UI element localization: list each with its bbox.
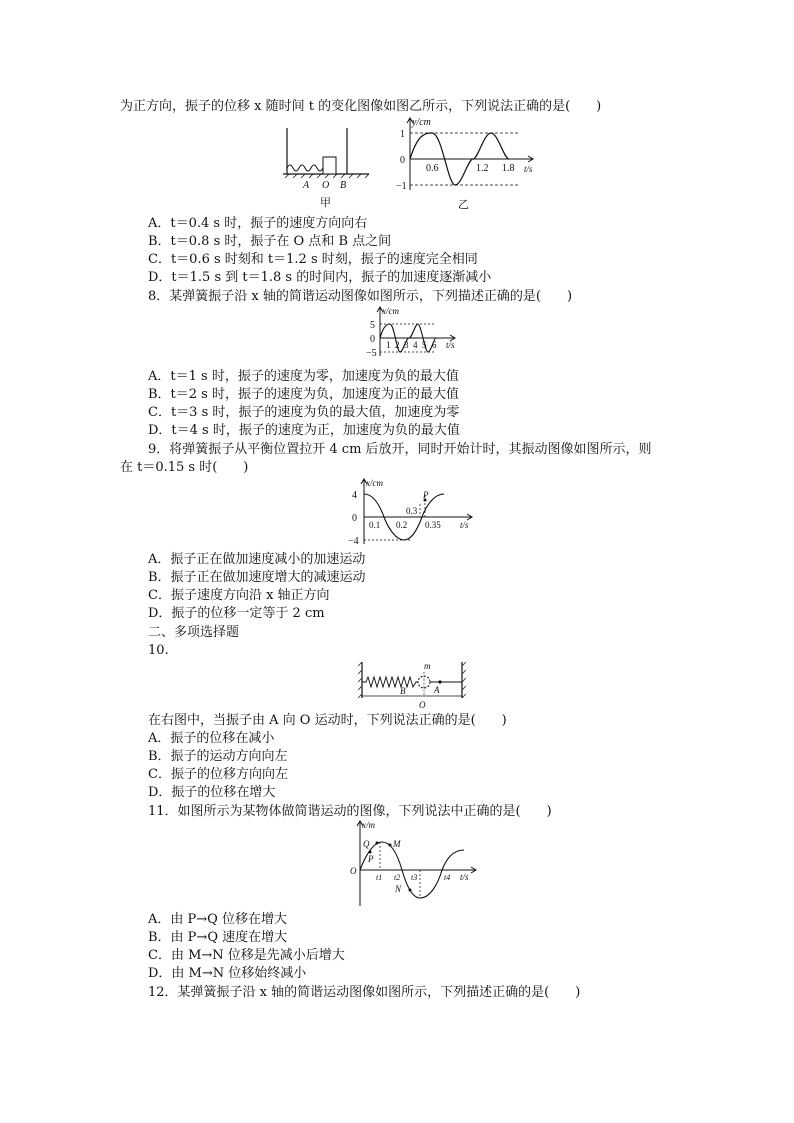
q9-ylabel: x/cm [366, 478, 383, 488]
q10-option-a: A．振子的位移在减小 [148, 731, 275, 746]
q9-stem-line1: 9．将弹簧振子从平衡位置拉开 4 cm 后放开，同时开始计时，其振动图像如图所示，则 [148, 442, 652, 457]
q9-option-d: D．振子的位移一定等于 2 cm [148, 606, 325, 621]
q7-option-a: A．t＝0.4 s 时，振子的速度方向向右 [148, 216, 368, 231]
q8-figure [366, 306, 466, 362]
q9-option-a: A．振子正在做加速度减小的加速运动 [148, 552, 366, 567]
q8-xtick-5: 5 [422, 340, 427, 350]
yi-xtick-18: 1.8 [502, 163, 515, 174]
q11-option-c: C．由 M→N 位移是先减小后增大 [148, 948, 345, 963]
q11-ylabel: x/m [362, 820, 375, 830]
q7-stem: 为正方向，振子的位移 x 随时间 t 的变化图像如图乙所示，下列说法正确的是( ) [120, 99, 602, 114]
q8-xtick-6: 6 [432, 340, 437, 350]
yi-xtick-06: 0.6 [426, 163, 439, 174]
q11-option-a: A．由 P→Q 位移在增大 [148, 912, 287, 927]
q9-xlabel: t/s [460, 520, 469, 530]
q8-xtick-4: 4 [413, 340, 418, 350]
q11-xtick-t1: t1 [376, 873, 383, 882]
fig-label-a: A [303, 180, 310, 191]
q11-xlabel: t/s [460, 872, 469, 882]
q9-ytick-0: 0 [352, 513, 357, 524]
yi-ytick-0: 0 [400, 155, 405, 166]
q8-option-d: D．t＝4 s 时，振子的速度为正，加速度为负的最大值 [148, 423, 460, 438]
q10-label-o: O [419, 700, 426, 710]
q9-xtick-02: 0.2 [396, 520, 408, 530]
q8-option-b: B．t＝2 s 时，振子的速度为负，加速度为正的最大值 [148, 387, 459, 402]
q7-option-b: B．t＝0.8 s 时，振子在 O 点和 B 点之间 [148, 234, 392, 249]
q11-origin: O [350, 866, 357, 876]
q11-stem: 11．如图所示为某物体做简谐运动的图像，下列说法中正确的是( ) [148, 804, 552, 819]
q8-ylabel: x/cm [382, 306, 399, 316]
q11-point-p: P [368, 854, 374, 864]
q8-stem: 8．某弹簧振子沿 x 轴的简谐运动图像如图所示，下列描述正确的是( ) [148, 289, 573, 304]
yi-ytick-neg1: −1 [396, 181, 407, 192]
q11-point-q: Q [363, 839, 370, 849]
yi-xtick-12: 1.2 [476, 163, 489, 174]
q11-figure [346, 820, 486, 910]
fig-caption-yi: 乙 [458, 199, 469, 211]
section-heading: 二、多项选择题 [148, 625, 240, 640]
q10-label-a: A [434, 685, 440, 695]
q10-figure [358, 660, 478, 710]
q7-option-d: D．t＝1.5 s 到 t＝1.8 s 的时间内，振子的加速度逐渐减小 [148, 270, 492, 285]
q7-option-c: C．t＝0.6 s 时刻和 t＝1.2 s 时刻，振子的速度完全相同 [148, 252, 478, 267]
q10-label-b: B [400, 686, 406, 696]
q12-stem: 12．某弹簧振子沿 x 轴的简谐运动图像如图所示，下列描述正确的是( ) [148, 985, 581, 1000]
q10-stem: 在右图中，当振子由 A 向 O 运动时，下列说法正确的是( ) [148, 713, 507, 728]
fig-label-b: B [340, 180, 347, 191]
q8-xtick-1: 1 [386, 340, 391, 350]
q9-xtick-03: 0.3 [406, 506, 418, 516]
fig-label-o: O [322, 180, 330, 191]
q9-ytick-4: 4 [352, 490, 357, 501]
q10-option-d: D．振子的位移在增大 [148, 785, 276, 800]
q10-option-c: C．振子的位移方向向左 [148, 767, 288, 782]
q7-figure-yi [396, 118, 546, 213]
q9-option-c: C．振子速度方向沿 x 轴正方向 [148, 588, 330, 603]
q9-xtick-01: 0.1 [369, 520, 381, 530]
q8-option-c: C．t＝3 s 时，振子的速度为负的最大值，加速度为零 [148, 405, 460, 420]
q8-ytick-0: 0 [370, 334, 375, 345]
q10-number: 10. [148, 643, 169, 658]
q11-option-d: D．由 M→N 位移始终减小 [148, 966, 307, 981]
q10-label-m: m [424, 661, 431, 671]
q9-stem-line2: 在 t＝0.15 s 时( ) [120, 460, 249, 475]
q9-option-b: B．振子正在做加速度增大的减速运动 [148, 570, 366, 585]
q9-ytick-neg4: −4 [348, 536, 359, 547]
q11-option-b: B．由 P→Q 速度在增大 [148, 930, 288, 945]
q8-ytick-neg5: −5 [366, 348, 377, 359]
q8-option-a: A．t＝1 s 时，振子的速度为零，加速度为负的最大值 [148, 369, 459, 384]
q11-xtick-t2: t2 [394, 873, 401, 882]
q8-xlabel: t/s [446, 340, 455, 350]
yi-ylabel: y/cm [412, 117, 431, 128]
yi-xlabel: t/s [524, 164, 533, 174]
q11-xtick-t4: t4 [444, 873, 451, 882]
q10-option-b: B．振子的运动方向向左 [148, 749, 288, 764]
q8-ytick-5: 5 [370, 320, 375, 331]
q7-figure-jia [283, 128, 373, 208]
q11-point-n: N [395, 884, 402, 894]
q8-xtick-3: 3 [404, 340, 409, 350]
yi-ytick-1: 1 [400, 129, 405, 140]
q11-point-m: M [393, 839, 401, 849]
q9-xtick-035: 0.35 [425, 520, 441, 530]
q9-point-p: P [423, 490, 429, 500]
fig-caption-jia: 甲 [320, 197, 331, 209]
q9-figure [348, 478, 478, 548]
q8-xtick-2: 2 [395, 340, 400, 350]
q11-xtick-t3: t3 [411, 873, 418, 882]
